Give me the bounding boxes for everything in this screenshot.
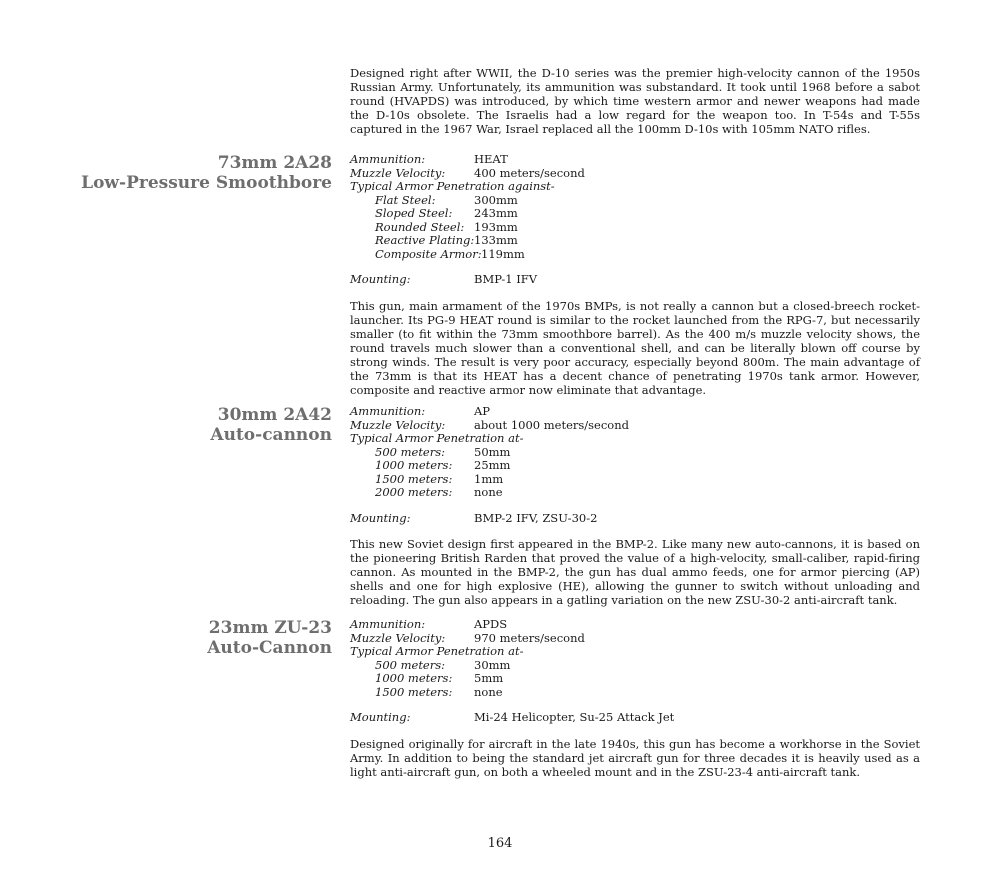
penetration-row-label: Flat Steel:	[375, 192, 436, 207]
penetration-row-label: 1000 meters:	[375, 671, 453, 685]
penetration-row-value: 133mm	[474, 233, 518, 247]
weapon-heading-name: 23mm ZU-23	[208, 618, 332, 638]
weapon-heading-type: Auto-cannon	[210, 425, 332, 445]
ammunition-value: AP	[474, 404, 491, 418]
penetration-row-label: Composite Armor:	[375, 246, 482, 261]
mounting-label: Mounting:	[350, 272, 411, 286]
penetration-row-label: 1000 meters:	[375, 458, 453, 472]
mounting-value: BMP-1 IFV	[474, 272, 538, 286]
penetration-label: Typical Armor Penetration against-	[350, 179, 555, 193]
velocity-value: about 1000 meters/second	[474, 417, 629, 432]
ammunition-label: Ammunition:	[350, 152, 426, 166]
penetration-row-value: 243mm	[474, 206, 518, 220]
penetration-label: Typical Armor Penetration at-	[350, 644, 524, 658]
penetration-row-value: 5mm	[474, 671, 504, 685]
weapon-heading	[81, 153, 332, 193]
weapon-description: This new Soviet design first appeared in the BMP-2. Like many new auto-cannons, it is based on the pioneering British Rarden that proved the value of a high-velocity, small-caliber, rapid-firing cannon. As mounted in the BMP-2, the gun has dual ammo feeds, one for armor piercing (AP) shells and one for high explosive (HE), allowing the gunner to switch without unloading and reloading. The gun also appears in a gatling variation on the new ZSU-30-2 anti-aircraft tank.	[350, 537, 920, 607]
penetration-row-value: 193mm	[474, 219, 518, 234]
velocity-value: 970 meters/second	[474, 630, 585, 645]
velocity-label: Muzzle Velocity:	[350, 165, 446, 180]
weapon-description: This gun, main armament of the 1970s BMPs, is not really a cannon but a closed-breech rocket-launcher. Its PG-9 HEAT round is similar to the rocket launched from the RPG-7, but necessarily smaller (to fit within the 73mm smoothbore barrel). As the 400 m/s muzzle velocity shows, the round travels much slower than a conventional shell, and can be literally blown off course by strong winds. The result is very poor accuracy, especially beyond 800m. The main advantage of the 73mm is that its HEAT has a decent chance of penetrating 1970s tank armor. However, composite and reactive armor now eliminate that advantage.	[350, 298, 920, 397]
penetration-row-label: 2000 meters:	[375, 485, 453, 499]
intro-paragraph: Designed right after WWII, the D-10 series was the premier high-velocity cannon of the 1950s Russian Army. Unfortunately, its ammunition was substandard. It took until 1968 before a sabot round (HVAPDS) was introduced, by which time western armor and newer weapons had made the D-10s obsolete. The Israelis had a low regard for the weapon too. In T-54s and T-55s captured in the 1967 War, Israel replaced all the 100mm D-10s with 105mm NATO rifles.	[350, 66, 920, 136]
weapon-heading	[210, 405, 332, 445]
velocity-label: Muzzle Velocity:	[350, 417, 446, 432]
weapon-heading-name: 30mm 2A42	[217, 405, 332, 425]
weapon-specs	[350, 153, 920, 397]
penetration-row-label: 500 meters:	[375, 657, 446, 672]
penetration-row-value: 50mm	[474, 444, 511, 459]
penetration-row-value: none	[474, 684, 503, 699]
penetration-row-value: 1mm	[474, 471, 504, 486]
penetration-row-label: 500 meters:	[375, 444, 446, 459]
mounting-label: Mounting:	[350, 710, 411, 724]
penetration-row-value: 30mm	[474, 657, 511, 672]
penetration-row-label: 1500 meters:	[375, 684, 453, 699]
weapon-heading-type: Low-Pressure Smoothbore	[81, 173, 332, 193]
ammunition-value: HEAT	[474, 152, 508, 166]
penetration-row-label: Reactive Plating:	[375, 233, 475, 247]
weapon-heading	[207, 618, 332, 658]
weapon-heading-type: Auto-Cannon	[207, 638, 332, 658]
ammunition-label: Ammunition:	[350, 617, 426, 631]
velocity-label: Muzzle Velocity:	[350, 630, 446, 645]
penetration-row-value: 119mm	[481, 246, 525, 261]
weapon-description: Designed originally for aircraft in the late 1940s, this gun has become a workhorse in the Soviet Army. In addition to being the standard jet aircraft gun for three decades it is heavily used as a light anti-aircraft gun, on both a wheeled mount and in the ZSU-23-4 anti-aircraft tank.	[350, 736, 920, 779]
penetration-row-label: Rounded Steel:	[375, 219, 465, 234]
weapon-heading-name: 73mm 2A28	[217, 153, 332, 173]
weapon-specs	[350, 618, 920, 779]
velocity-value: 400 meters/second	[474, 165, 585, 180]
page-number: 164	[487, 836, 513, 851]
mounting-value: BMP-2 IFV, ZSU-30-2	[474, 510, 598, 525]
penetration-row-value: 300mm	[474, 192, 518, 207]
weapon-specs	[350, 405, 920, 607]
ammunition-label: Ammunition:	[350, 404, 426, 418]
penetration-label: Typical Armor Penetration at-	[350, 431, 524, 445]
ammunition-value: APDS	[474, 617, 508, 631]
penetration-row-label: Sloped Steel:	[375, 206, 453, 220]
penetration-row-value: 25mm	[474, 458, 511, 472]
mounting-label: Mounting:	[350, 510, 411, 525]
penetration-row-value: none	[474, 485, 503, 499]
penetration-row-label: 1500 meters:	[375, 471, 453, 486]
mounting-value: Mi-24 Helicopter, Su-25 Attack Jet	[474, 710, 675, 724]
